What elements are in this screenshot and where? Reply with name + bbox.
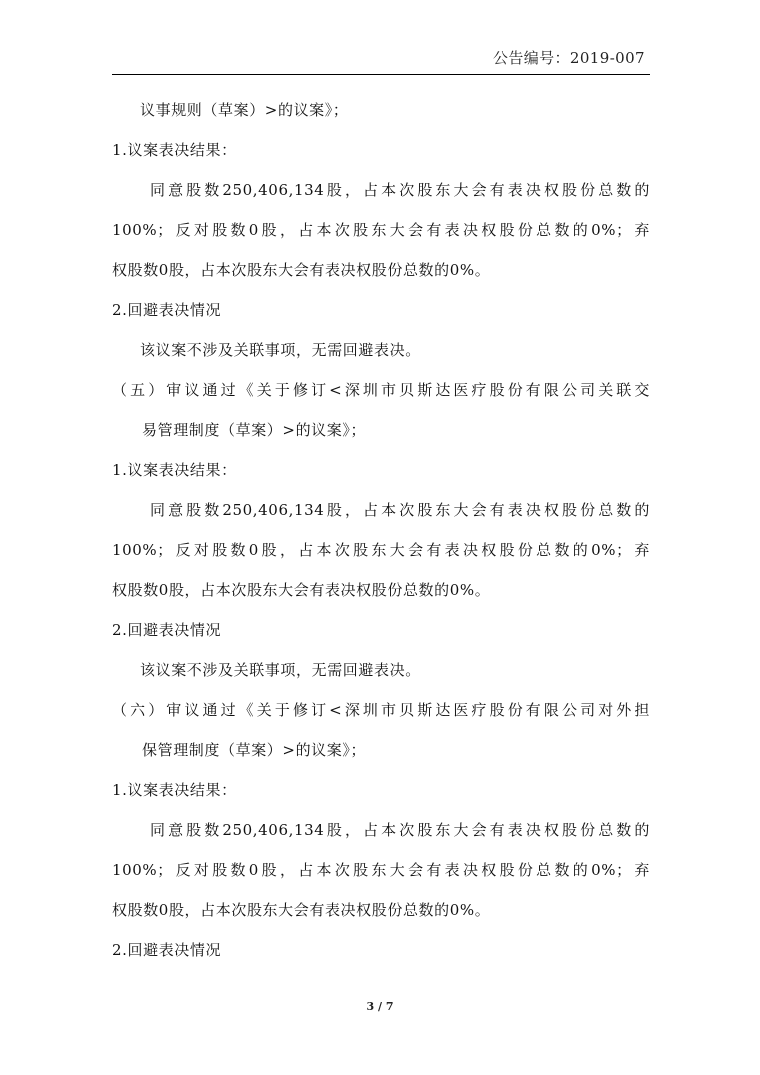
text-line-recusal-detail: 该议案不涉及关联事项，无需回避表决。 xyxy=(140,341,421,359)
text-line-vote-detail: 同意股数250,406,134股，占本次股东大会有表决权股份总数的 xyxy=(150,181,650,199)
text-line-recusal-heading: 2.回避表决情况 xyxy=(112,301,222,319)
text-line-vote-detail: 100%；反对股数0股，占本次股东大会有表决权股份总数的0%；弃 xyxy=(112,541,650,559)
text-line-motion-title-continued: 保管理制度（草案）>的议案》； xyxy=(142,741,367,759)
text-line-recusal-heading: 2.回避表决情况 xyxy=(112,621,222,639)
text-line-motion-title-continued: 议事规则（草案）>的议案》； xyxy=(140,101,349,119)
text-line-recusal-heading: 2.回避表决情况 xyxy=(112,941,222,959)
page-number: 3 / 7 xyxy=(366,1000,394,1013)
text-line-motion-title-continued: 易管理制度（草案）>的议案》； xyxy=(142,421,367,439)
text-line-voting-result-heading: 1.议案表决结果： xyxy=(112,141,237,159)
text-line-vote-detail: 同意股数250,406,134股，占本次股东大会有表决权股份总数的 xyxy=(150,501,650,519)
text-line-vote-detail: 同意股数250,406,134股，占本次股东大会有表决权股份总数的 xyxy=(150,821,650,839)
text-line-recusal-detail: 该议案不涉及关联事项，无需回避表决。 xyxy=(140,661,421,679)
text-line-motion-title: （五）审议通过《关于修订<深圳市贝斯达医疗股份有限公司关联交 xyxy=(112,381,650,399)
text-line-vote-detail: 权股数0股，占本次股东大会有表决权股份总数的0%。 xyxy=(112,581,491,599)
announcement-number: 公告编号：2019-007 xyxy=(492,49,645,67)
text-line-vote-detail: 权股数0股，占本次股东大会有表决权股份总数的0%。 xyxy=(112,261,491,279)
document-body xyxy=(112,100,650,960)
text-line-voting-result-heading: 1.议案表决结果： xyxy=(112,461,237,479)
text-line-motion-title: （六）审议通过《关于修订<深圳市贝斯达医疗股份有限公司对外担 xyxy=(112,701,650,719)
text-line-vote-detail: 权股数0股，占本次股东大会有表决权股份总数的0%。 xyxy=(112,901,491,919)
text-line-voting-result-heading: 1.议案表决结果： xyxy=(112,781,237,799)
header-divider xyxy=(112,74,650,75)
text-line-vote-detail: 100%；反对股数0股，占本次股东大会有表决权股份总数的0%；弃 xyxy=(112,861,650,879)
text-line-vote-detail: 100%；反对股数0股，占本次股东大会有表决权股份总数的0%；弃 xyxy=(112,221,650,239)
